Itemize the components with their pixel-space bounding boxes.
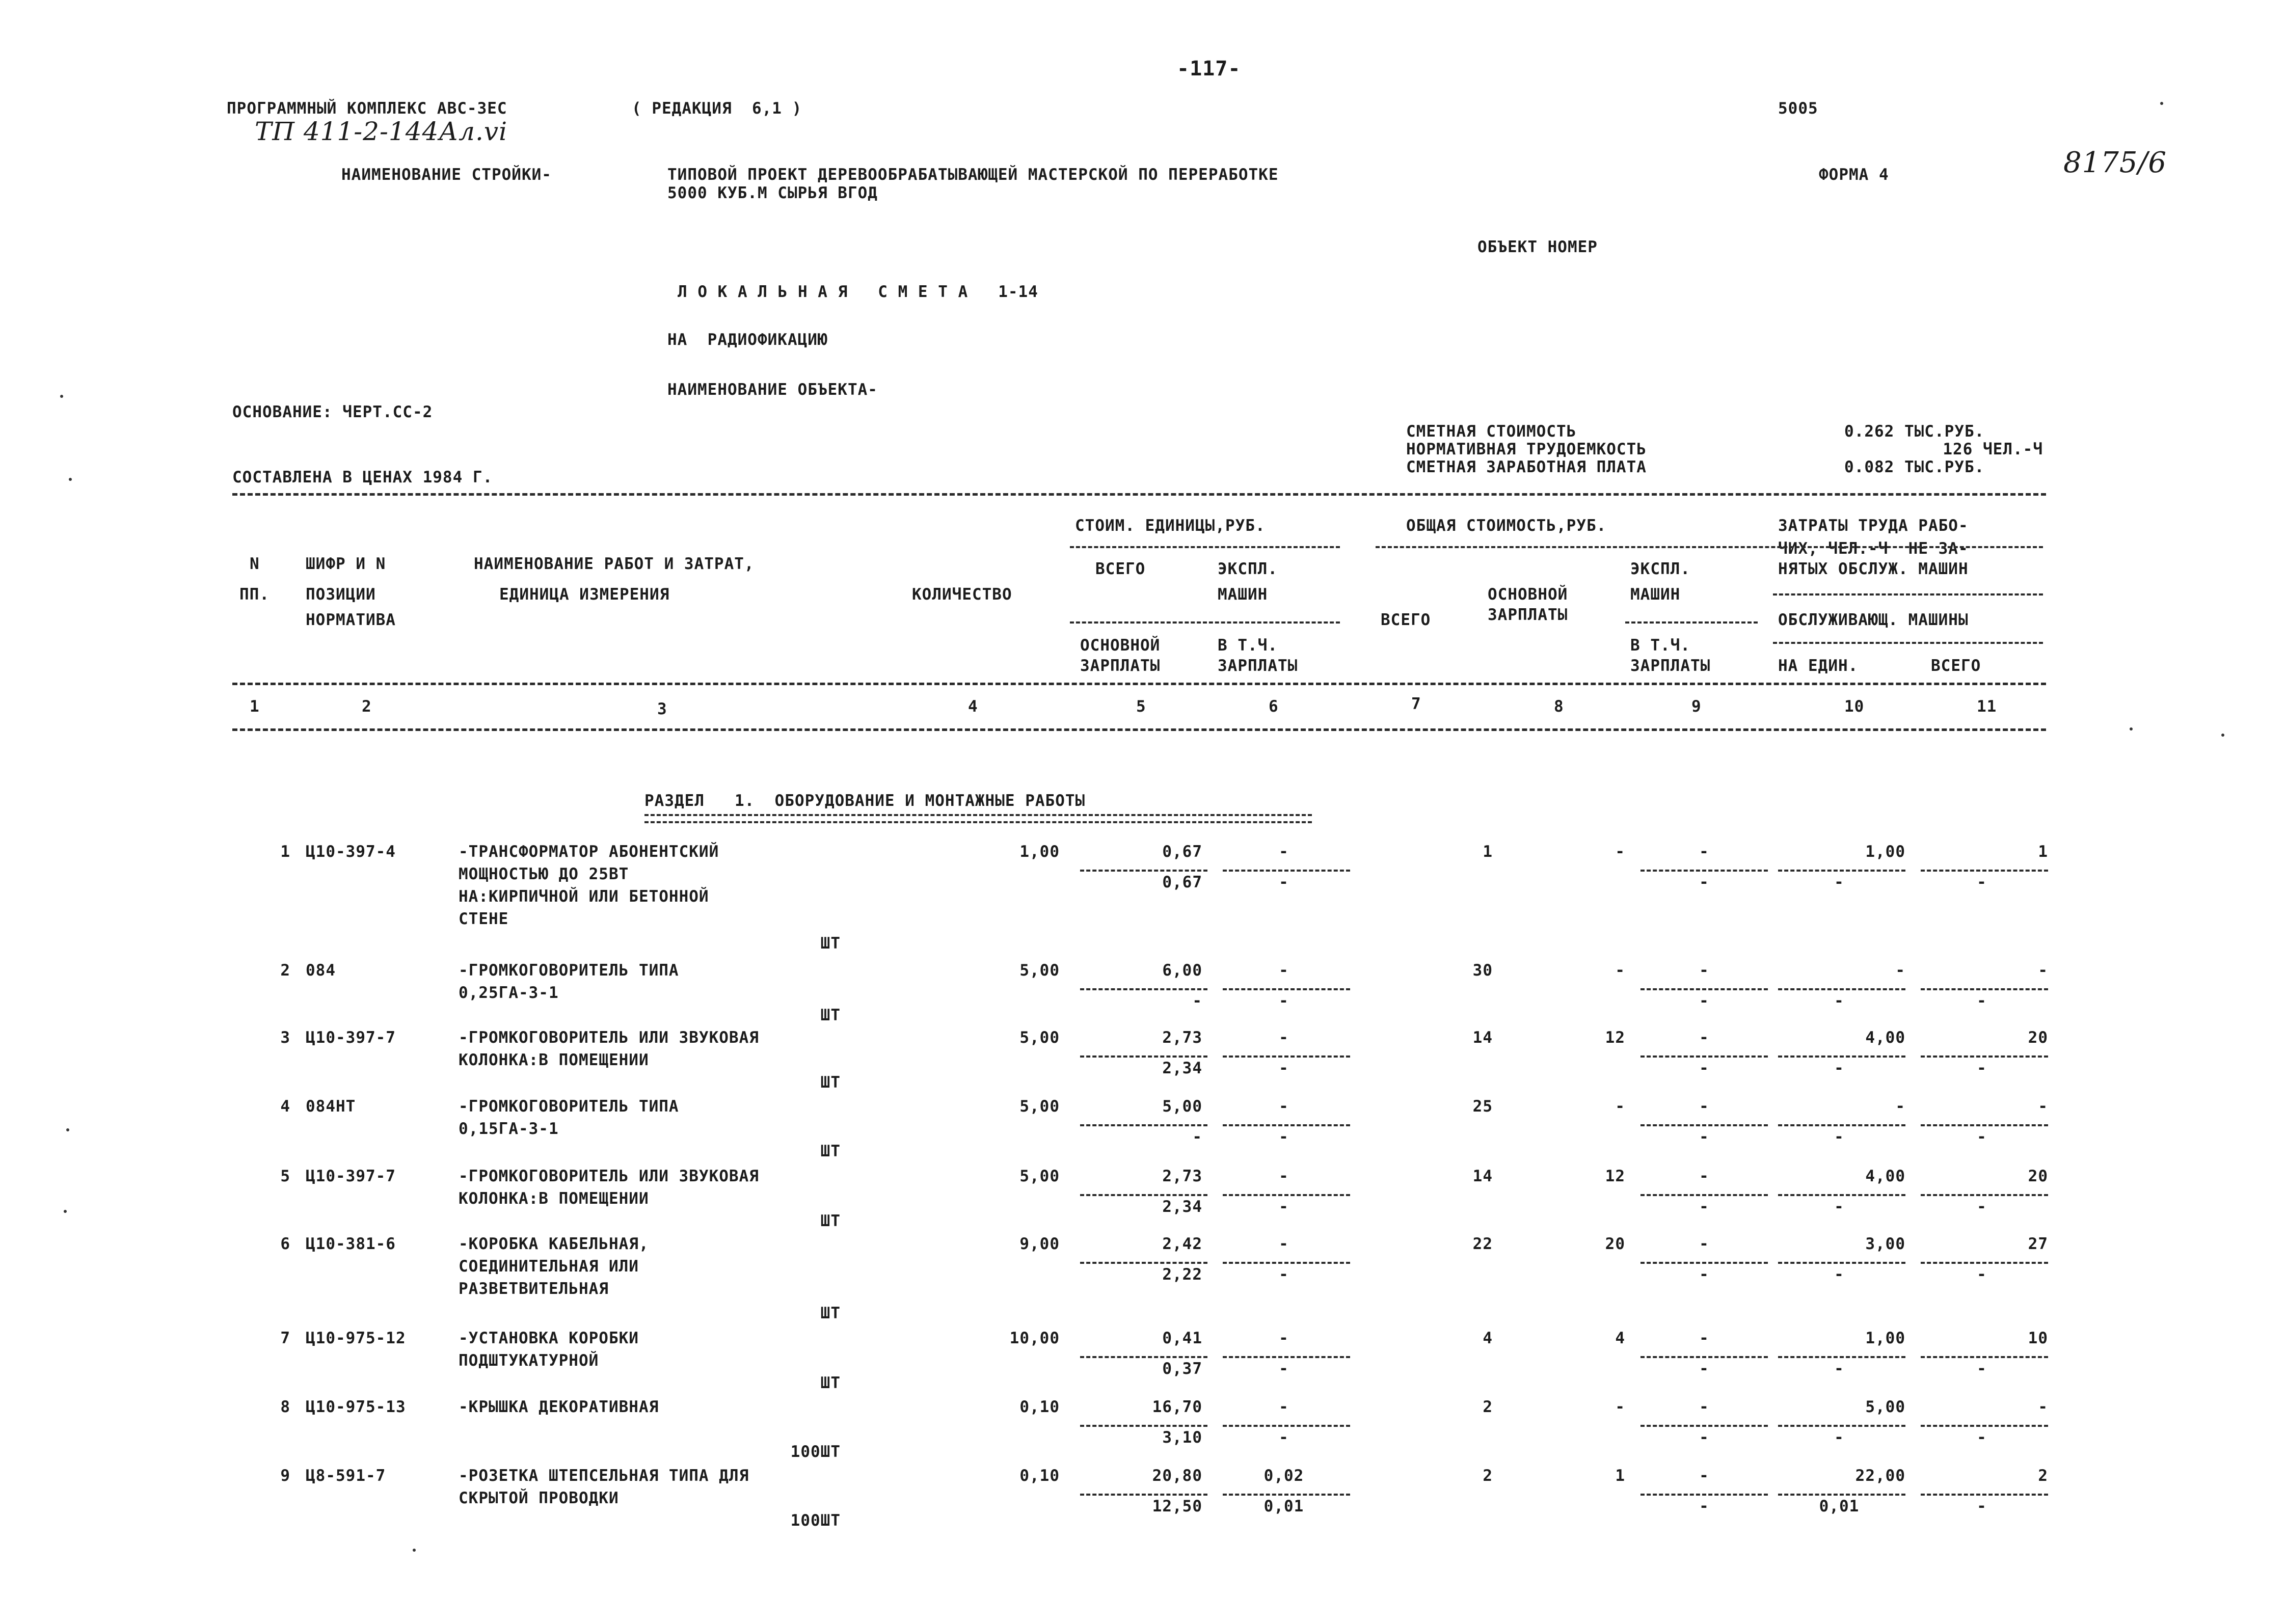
row-labor-unit: 1,00 [1865, 843, 1905, 861]
row-name-line: МОЩНОСТЬЮ ДО 25ВТ [459, 865, 629, 883]
row-quantity: 5,00 [1019, 961, 1060, 980]
row-name-line: -КРЫШКА ДЕКОРАТИВНАЯ [459, 1398, 659, 1416]
summary-label-cost: СМЕТНАЯ СТОИМОСТЬ [1406, 422, 1577, 441]
hdr-n-1: N [250, 555, 260, 573]
row-unit: ШТ [820, 1374, 841, 1392]
col-num-4: 4 [968, 697, 978, 716]
row-total-incl-wage: - [1699, 1198, 1709, 1216]
row-unit-incl-wage: 0,01 [1263, 1497, 1304, 1515]
row-labor-rule [1921, 1124, 2048, 1126]
row-unit-base-wage: 2,22 [1162, 1265, 1202, 1284]
row-labor-rule [1778, 1194, 1905, 1196]
col-num-1: 1 [250, 697, 260, 716]
hdr-unit-rule [1070, 546, 1340, 548]
scan-speck [2130, 727, 2133, 730]
row-quantity: 10,00 [1009, 1329, 1060, 1347]
col-num-3: 3 [657, 700, 667, 718]
row-total-incl-wage: - [1699, 1128, 1709, 1146]
row-number: 6 [280, 1235, 290, 1253]
row-unit-total: 2,73 [1162, 1028, 1202, 1047]
col-num-10: 10 [1844, 697, 1865, 716]
row-labor-rule [1778, 1356, 1905, 1358]
row-unit-rule [1223, 988, 1350, 990]
hdr-labor-unit: НА ЕДИН. [1778, 657, 1859, 675]
row-labor-total: 20 [2028, 1028, 2048, 1047]
row-labor-total-2: - [1977, 1128, 1987, 1146]
row-total-base-wage: - [1615, 961, 1625, 980]
row-total-machines: - [1699, 1097, 1709, 1116]
row-labor-unit-2: - [1834, 1428, 1844, 1447]
summary-label-labor: НОРМАТИВНАЯ ТРУДОЕМКОСТЬ [1406, 440, 1647, 458]
row-total-rule [1640, 1055, 1768, 1058]
row-labor-total: 1 [2038, 843, 2048, 861]
row-number: 4 [280, 1097, 290, 1116]
row-unit-total: 5,00 [1162, 1097, 1202, 1116]
row-unit-incl-wage: - [1279, 873, 1289, 891]
row-labor-total-2: - [1977, 1428, 1987, 1447]
row-total: 14 [1472, 1167, 1493, 1185]
hdr-code-3: НОРМАТИВА [306, 611, 396, 629]
row-code: Ц10-381-6 [306, 1235, 396, 1253]
row-labor-total-2: - [1977, 873, 1987, 891]
row-unit-rule [1223, 1262, 1350, 1264]
row-labor-rule [1778, 1124, 1905, 1126]
row-labor-rule [1921, 1425, 2048, 1427]
row-unit-machines: - [1279, 961, 1289, 980]
hdr-labor-total: ВСЕГО [1931, 657, 1981, 675]
row-total-base-wage: 12 [1605, 1028, 1625, 1047]
row-labor-total-2: - [1977, 1360, 1987, 1378]
object-name-label: НАИМЕНОВАНИЕ ОБЪЕКТА- [667, 381, 878, 399]
row-quantity: 9,00 [1019, 1235, 1060, 1253]
scan-speck [69, 478, 72, 481]
hdr-unit-incl-2: ЗАРПЛАТЫ [1218, 657, 1298, 675]
row-total-machines: - [1699, 1398, 1709, 1416]
row-code: 084 [306, 961, 336, 980]
row-total-base-wage: - [1615, 1398, 1625, 1416]
estimate-title: Л О К А Л Ь Н А Я С М Е Т А 1-14 [678, 283, 1038, 301]
handwritten-code: ТП 411-2-144Ал.vi [255, 117, 508, 146]
row-quantity: 1,00 [1019, 843, 1060, 861]
row-unit-machines: - [1279, 843, 1289, 861]
row-total-base-wage: 20 [1605, 1235, 1625, 1253]
row-unit-machines: - [1279, 1329, 1289, 1347]
row-unit-base-wage: 0,67 [1162, 873, 1202, 891]
col-num-9: 9 [1691, 697, 1702, 716]
row-unit: ШТ [820, 1006, 841, 1024]
row-name-line: КОЛОНКА:В ПОМЕЩЕНИИ [459, 1189, 649, 1208]
row-name-line: -ГРОМКОГОВОРИТЕЛЬ ИЛИ ЗВУКОВАЯ [459, 1167, 759, 1185]
row-unit-rule [1080, 1356, 1207, 1358]
row-unit: 100ШТ [790, 1443, 841, 1461]
row-code: Ц10-975-12 [306, 1329, 406, 1347]
row-unit-rule [1223, 870, 1350, 872]
handwritten-number: 8175/6 [2063, 146, 2167, 179]
row-name-line: -РОЗЕТКА ШТЕПСЕЛЬНАЯ ТИПА ДЛЯ [459, 1467, 749, 1485]
row-labor-rule [1778, 1494, 1905, 1496]
row-total: 22 [1472, 1235, 1493, 1253]
row-number: 1 [280, 843, 290, 861]
hdr-tot-incl-1: В Т.Ч. [1630, 636, 1690, 655]
row-labor-total-2: - [1977, 1198, 1987, 1216]
hdr-tot-sub-rule [1625, 621, 1758, 624]
row-name-line: -ГРОМКОГОВОРИТЕЛЬ ТИПА [459, 1097, 679, 1116]
row-unit-total: 16,70 [1152, 1398, 1202, 1416]
row-code: Ц10-975-13 [306, 1398, 406, 1416]
row-total-machines: - [1699, 961, 1709, 980]
scan-speck [413, 1549, 416, 1552]
section-title: РАЗДЕЛ 1. ОБОРУДОВАНИЕ И МОНТАЖНЫЕ РАБОТЫ [644, 792, 1086, 810]
hdr-unit-base-1: ОСНОВНОЙ [1080, 636, 1161, 655]
row-unit-rule [1080, 1494, 1207, 1496]
row-unit-rule [1223, 1124, 1350, 1126]
row-total-rule [1640, 1425, 1768, 1427]
row-unit-total: 0,67 [1162, 843, 1202, 861]
hdr-tot-base-1: ОСНОВНОЙ [1488, 585, 1568, 604]
row-name-line: СКРЫТОЙ ПРОВОДКИ [459, 1489, 619, 1507]
row-unit-total: 6,00 [1162, 961, 1202, 980]
row-labor-unit: 4,00 [1865, 1028, 1905, 1047]
row-total-incl-wage: - [1699, 1265, 1709, 1284]
row-number: 2 [280, 961, 290, 980]
row-labor-total-2: - [1977, 992, 1987, 1010]
row-name-line: -ГРОМКОГОВОРИТЕЛЬ ИЛИ ЗВУКОВАЯ [459, 1028, 759, 1047]
row-quantity: 5,00 [1019, 1167, 1060, 1185]
row-unit: ШТ [820, 1212, 841, 1230]
row-unit-incl-wage: - [1279, 1059, 1289, 1077]
hdr-tot-mach-1: ЭКСПЛ. [1630, 560, 1690, 578]
row-total: 2 [1483, 1398, 1493, 1416]
row-unit-base-wage: 12,50 [1152, 1497, 1202, 1515]
row-total: 14 [1472, 1028, 1493, 1047]
row-labor-unit-2: - [1834, 1128, 1844, 1146]
row-code: Ц10-397-7 [306, 1167, 396, 1185]
row-unit-rule [1223, 1055, 1350, 1058]
hdr-tot-all: ВСЕГО [1381, 611, 1431, 629]
hdr-total-cost: ОБЩАЯ СТОИМОСТЬ,РУБ. [1406, 517, 1607, 535]
hdr-unit-base-2: ЗАРПЛАТЫ [1080, 657, 1161, 675]
hdr-qty: КОЛИЧЕСТВО [912, 585, 1012, 604]
program-name: ПРОГРАММНЫЙ КОМПЛЕКС АВС-ЗЕС [227, 99, 507, 118]
row-total-machines: - [1699, 843, 1709, 861]
row-unit-rule [1223, 1356, 1350, 1358]
row-total-incl-wage: - [1699, 1360, 1709, 1378]
construction-line1: ТИПОВОЙ ПРОЕКТ ДЕРЕВООБРАБАТЫВАЮЩЕЙ МАСТЕРСКОЙ ПО ПЕРЕРАБОТКЕ [667, 166, 1279, 184]
form-label: ФОРМА 4 [1819, 166, 1889, 184]
row-unit-base-wage: 3,10 [1162, 1428, 1202, 1447]
basis: ОСНОВАНИЕ: ЧЕРТ.СС-2 [232, 403, 433, 421]
row-unit: ШТ [820, 934, 841, 953]
hdr-code-2: ПОЗИЦИИ [306, 585, 376, 604]
row-unit-total: 0,41 [1162, 1329, 1202, 1347]
row-unit: ШТ [820, 1304, 841, 1322]
row-unit-machines: - [1279, 1097, 1289, 1116]
row-labor-total: - [2038, 961, 2048, 980]
row-total-machines: - [1699, 1235, 1709, 1253]
row-unit-machines: - [1279, 1398, 1289, 1416]
hdr-tot-base-2: ЗАРПЛАТЫ [1488, 606, 1568, 624]
hdr-labor-3: НЯТЫХ ОБСЛУЖ. МАШИН [1778, 560, 1969, 578]
row-labor-unit: 22,00 [1855, 1467, 1905, 1485]
row-unit-machines: - [1279, 1028, 1289, 1047]
row-unit-rule [1080, 1262, 1207, 1264]
summary-value-cost: 0.262 ТЫС.РУБ. [1844, 422, 1985, 441]
row-total: 25 [1472, 1097, 1493, 1116]
row-labor-total: - [2038, 1398, 2048, 1416]
row-name-line: -УСТАНОВКА КОРОБКИ [459, 1329, 639, 1347]
row-total-rule [1640, 1494, 1768, 1496]
row-labor-unit: 5,00 [1865, 1398, 1905, 1416]
page-number: -117- [1177, 57, 1241, 80]
row-total-incl-wage: - [1699, 1428, 1709, 1447]
row-total-rule [1640, 870, 1768, 872]
row-name-line: 0,25ГА-3-1 [459, 984, 559, 1002]
estimate-subject: НА РАДИОФИКАЦИЮ [667, 331, 828, 349]
row-unit-base-wage: 2,34 [1162, 1198, 1202, 1216]
row-labor-unit-2: 0,01 [1819, 1497, 1860, 1515]
hdr-unit-mach-1: ЭКСПЛ. [1218, 560, 1278, 578]
row-total: 4 [1483, 1329, 1493, 1347]
row-unit-incl-wage: - [1279, 992, 1289, 1010]
row-total-base-wage: 4 [1615, 1329, 1625, 1347]
row-unit: 100ШТ [790, 1511, 841, 1530]
row-total-rule [1640, 1356, 1768, 1358]
col-num-6: 6 [1269, 697, 1279, 716]
row-total-rule [1640, 988, 1768, 990]
row-total-base-wage: - [1615, 1097, 1625, 1116]
row-unit-incl-wage: - [1279, 1428, 1289, 1447]
row-unit-base-wage: 0,37 [1162, 1360, 1202, 1378]
header-top-rule [232, 493, 2046, 496]
hdr-name-2: ЕДИНИЦА ИЗМЕРЕНИЯ [499, 585, 670, 604]
hdr-unit-total: ВСЕГО [1095, 560, 1146, 578]
row-unit-rule [1223, 1194, 1350, 1196]
row-labor-unit: 1,00 [1865, 1329, 1905, 1347]
scan-speck [64, 1210, 67, 1213]
row-labor-unit-2: - [1834, 1265, 1844, 1284]
row-labor-rule [1921, 870, 2048, 872]
hdr-labor-sub: ОБСЛУЖИВАЮЩ. МАШИНЫ [1778, 611, 1969, 629]
row-quantity: 5,00 [1019, 1097, 1060, 1116]
scan-speck [66, 1128, 69, 1131]
hdr-labor-rule-1 [1773, 593, 2043, 596]
row-labor-total: - [2038, 1097, 2048, 1116]
col-num-11: 11 [1977, 697, 1997, 716]
summary-value-wage: 0.082 ТЫС.РУБ. [1844, 458, 1985, 476]
object-number-label: ОБЪЕКТ НОМЕР [1477, 238, 1598, 256]
row-unit-total: 2,42 [1162, 1235, 1202, 1253]
row-unit-incl-wage: - [1279, 1128, 1289, 1146]
row-name-line: НА:КИРПИЧНОЙ ИЛИ БЕТОННОЙ [459, 887, 709, 906]
summary-label-wage: СМЕТНАЯ ЗАРАБОТНАЯ ПЛАТА [1406, 458, 1647, 476]
col-num-2: 2 [362, 697, 372, 716]
row-total: 1 [1483, 843, 1493, 861]
row-labor-total-2: - [1977, 1059, 1987, 1077]
row-quantity: 5,00 [1019, 1028, 1060, 1047]
row-total: 2 [1483, 1467, 1493, 1485]
row-total-machines: - [1699, 1329, 1709, 1347]
row-labor-rule [1778, 1425, 1905, 1427]
row-unit-rule [1080, 870, 1207, 872]
row-labor-total: 20 [2028, 1167, 2048, 1185]
hdr-labor-2: ЧИХ, ЧЕЛ.-Ч НЕ ЗА- [1778, 539, 1969, 558]
row-labor-rule [1921, 1262, 2048, 1264]
row-quantity: 0,10 [1019, 1398, 1060, 1416]
row-total-machines: - [1699, 1028, 1709, 1047]
scan-speck [60, 395, 63, 398]
row-labor-unit: - [1895, 1097, 1905, 1116]
row-labor-total-2: - [1977, 1265, 1987, 1284]
hdr-tot-rule [1376, 546, 2043, 548]
row-unit-machines: - [1279, 1167, 1289, 1185]
row-total-machines: - [1699, 1467, 1709, 1485]
row-labor-total: 27 [2028, 1235, 2048, 1253]
col-num-7: 7 [1411, 695, 1421, 713]
summary-value-labor: 126 ЧЕЛ.-Ч [1943, 440, 2043, 458]
row-unit-machines: 0,02 [1263, 1467, 1304, 1485]
row-unit-rule [1080, 1194, 1207, 1196]
construction-label: НАИМЕНОВАНИЕ СТРОЙКИ- [341, 166, 552, 184]
row-name-line: СОЕДИНИТЕЛЬНАЯ ИЛИ [459, 1257, 639, 1276]
row-code: Ц10-397-4 [306, 843, 396, 861]
row-unit-incl-wage: - [1279, 1265, 1289, 1284]
col-num-5: 5 [1136, 697, 1146, 716]
row-code: Ц8-591-7 [306, 1467, 386, 1485]
hdr-tot-incl-2: ЗАРПЛАТЫ [1630, 657, 1711, 675]
row-labor-rule [1778, 1055, 1905, 1058]
row-unit: ШТ [820, 1142, 841, 1160]
hdr-unit-incl-1: В Т.Ч. [1218, 636, 1278, 655]
row-labor-rule [1921, 1356, 2048, 1358]
row-name-line: КОЛОНКА:В ПОМЕЩЕНИИ [459, 1051, 649, 1069]
hdr-labor-rule-2 [1773, 642, 2043, 644]
row-total-incl-wage: - [1699, 992, 1709, 1010]
hdr-name-1: НАИМЕНОВАНИЕ РАБОТ И ЗАТРАТ, [474, 555, 755, 573]
row-labor-unit-2: - [1834, 1198, 1844, 1216]
construction-line2: 5000 КУБ.М СЫРЬЯ ВГОД [667, 184, 878, 202]
row-unit-rule [1080, 1425, 1207, 1427]
row-number: 7 [280, 1329, 290, 1347]
row-labor-rule [1778, 1262, 1905, 1264]
code-right: 5005 [1778, 99, 1818, 118]
row-name-line: 0,15ГА-3-1 [459, 1120, 559, 1138]
revision: ( РЕДАКЦИЯ 6,1 ) [632, 99, 802, 118]
row-unit-machines: - [1279, 1235, 1289, 1253]
row-unit-total: 2,73 [1162, 1167, 1202, 1185]
row-unit-rule [1223, 1494, 1350, 1496]
hdr-tot-mach-2: МАШИН [1630, 585, 1681, 604]
row-labor-rule [1778, 988, 1905, 990]
row-total-rule [1640, 1124, 1768, 1126]
row-number: 3 [280, 1028, 290, 1047]
row-total-base-wage: 1 [1615, 1467, 1625, 1485]
row-unit: ШТ [820, 1073, 841, 1092]
hdr-unit-sub-rule [1070, 621, 1340, 624]
row-number: 9 [280, 1467, 290, 1485]
hdr-unit-cost: СТОИМ. ЕДИНИЦЫ,РУБ. [1075, 517, 1266, 535]
row-labor-rule [1921, 1194, 2048, 1196]
row-unit-base-wage: 2,34 [1162, 1059, 1202, 1077]
row-total-base-wage: - [1615, 843, 1625, 861]
row-quantity: 0,10 [1019, 1467, 1060, 1485]
row-labor-unit-2: - [1834, 873, 1844, 891]
hdr-unit-mach-2: МАШИН [1218, 585, 1268, 604]
row-labor-total-2: - [1977, 1497, 1987, 1515]
scan-speck [2221, 734, 2224, 737]
scan-speck [2160, 102, 2163, 105]
row-labor-unit: 3,00 [1865, 1235, 1905, 1253]
row-unit-rule [1223, 1425, 1350, 1427]
row-name-line: РАЗВЕТВИТЕЛЬНАЯ [459, 1280, 609, 1298]
row-total-incl-wage: - [1699, 1059, 1709, 1077]
row-labor-unit-2: - [1834, 1360, 1844, 1378]
row-name-line: -ГРОМКОГОВОРИТЕЛЬ ТИПА [459, 961, 679, 980]
row-total: 30 [1472, 961, 1493, 980]
row-total-base-wage: 12 [1605, 1167, 1625, 1185]
row-number: 8 [280, 1398, 290, 1416]
row-unit-base-wage: - [1192, 1128, 1202, 1146]
row-unit-incl-wage: - [1279, 1198, 1289, 1216]
row-unit-base-wage: - [1192, 992, 1202, 1010]
row-code: Ц10-397-7 [306, 1028, 396, 1047]
row-labor-rule [1921, 988, 2048, 990]
row-unit-incl-wage: - [1279, 1360, 1289, 1378]
row-name-line: -КОРОБКА КАБЕЛЬНАЯ, [459, 1235, 649, 1253]
row-labor-rule [1778, 870, 1905, 872]
row-total-incl-wage: - [1699, 1497, 1709, 1515]
row-labor-total: 10 [2028, 1329, 2048, 1347]
row-total-rule [1640, 1262, 1768, 1264]
row-unit-rule [1080, 1124, 1207, 1126]
col-num-8: 8 [1554, 697, 1564, 716]
row-unit-rule [1080, 1055, 1207, 1058]
hdr-labor-1: ЗАТРАТЫ ТРУДА РАБО- [1778, 517, 1969, 535]
row-unit-rule [1080, 988, 1207, 990]
row-total-rule [1640, 1194, 1768, 1196]
row-labor-rule [1921, 1494, 2048, 1496]
row-name-line: СТЕНЕ [459, 910, 509, 928]
row-name-line: ПОДШТУКАТУРНОЙ [459, 1351, 599, 1370]
row-labor-unit: - [1895, 961, 1905, 980]
row-number: 5 [280, 1167, 290, 1185]
row-labor-total: 2 [2038, 1467, 2048, 1485]
row-labor-unit-2: - [1834, 992, 1844, 1010]
row-labor-unit-2: - [1834, 1059, 1844, 1077]
row-code: 084НТ [306, 1097, 356, 1116]
prices-note: СОСТАВЛЕНА В ЦЕНАХ 1984 Г. [232, 468, 493, 486]
header-bottom-rule [232, 728, 2046, 731]
hdr-code-1: ШИФР И N [306, 555, 386, 573]
row-unit-total: 20,80 [1152, 1467, 1202, 1485]
row-total-machines: - [1699, 1167, 1709, 1185]
section-underline [644, 814, 1312, 823]
row-labor-rule [1921, 1055, 2048, 1058]
header-mid-rule [232, 683, 2046, 685]
row-labor-unit: 4,00 [1865, 1167, 1905, 1185]
hdr-n-2: ПП. [239, 585, 270, 604]
row-name-line: -ТРАНСФОРМАТОР АБОНЕНТСКИЙ [459, 843, 719, 861]
row-total-incl-wage: - [1699, 873, 1709, 891]
